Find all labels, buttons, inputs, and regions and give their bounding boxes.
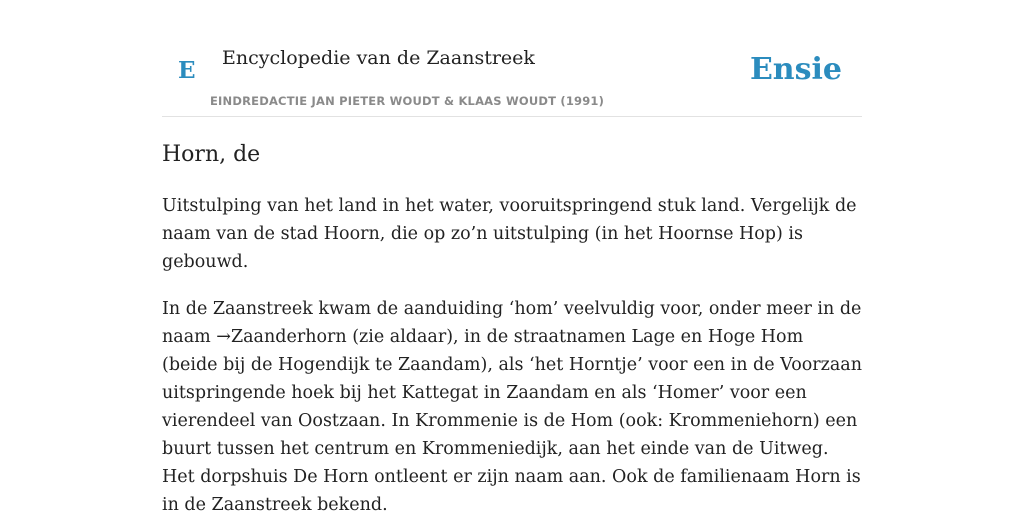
encyclopedia-title-link[interactable]: Encyclopedie van de Zaanstreek [222, 47, 535, 69]
editors-subtitle: EINDREDACTIE JAN PIETER WOUDT & KLAAS WOUDT (1991) [210, 94, 605, 108]
article-title: Horn, de [162, 142, 261, 167]
cross-reference-arrow-icon: → [216, 327, 231, 347]
ensie-brand-logo[interactable]: Ensie [749, 52, 842, 87]
paragraph-2-text-end: (zie aldaar), in de straatnamen Lage en Hoge Hom (beide bij de Hogendijk te Zaandam), als ‘het Horntje’ voor een in de Voorzaan uitspringende hoek bij het Kattegat in Zaandam en als ‘Homer’ voor een vierendeel van Oostzaan. In Krommenie is de Hom (ook: Krommeniehorn) een buurt tussen het centrum en Krommeniedijk, aan het einde van de Uitweg. Het dorpshuis De Horn ontleent er zijn naam aan. Ook de familienaam Horn is in de Zaanstreek bekend. [162, 327, 863, 515]
paragraph-2-text-start: In de Zaanstreek kwam de aanduiding ‘hom’ veelvuldig voor, onder meer in de naam [162, 299, 862, 347]
article-paragraph-1: Uitstulping van het land in het water, vooruitspringend stuk land. Vergelijk de naam van de stad Hoorn, die op zo’n uitstulping (in het Hoornse Hop) is gebouwd. [162, 196, 857, 272]
article-paragraph-2 [162, 295, 862, 519]
cross-reference-link-zaanderhorn[interactable]: Zaanderhorn [230, 327, 347, 347]
article-body [162, 140, 862, 519]
site-header [162, 0, 862, 117]
encyclopedia-logo[interactable]: E [178, 57, 196, 84]
